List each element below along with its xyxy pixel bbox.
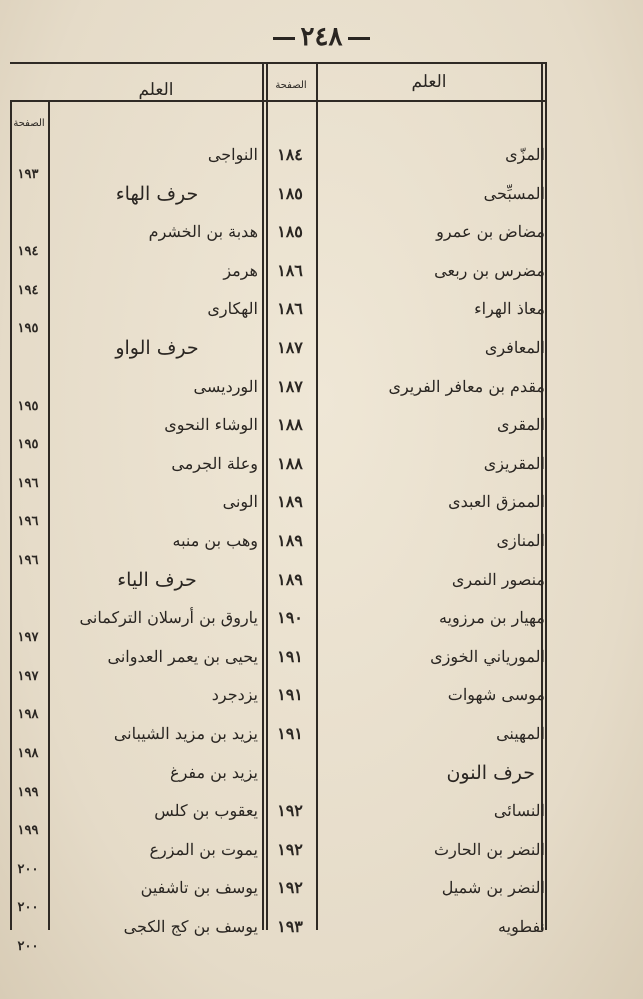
- entry-page: ١٩٥: [17, 321, 39, 337]
- entry-name: الهكارى: [207, 299, 258, 319]
- entry-page: ١٩٢: [277, 801, 303, 821]
- entry-name: المزّى: [505, 145, 545, 164]
- entry-page: ١٨٩: [277, 569, 303, 589]
- right-page-header: الصفحة: [275, 80, 307, 91]
- entry-page: ١٩٢: [277, 878, 303, 898]
- dash-left: [273, 37, 295, 40]
- entry-name: يزيد بن مفرغ: [170, 762, 258, 782]
- page-number: [0, 22, 643, 52]
- entry-name: يزدجرد: [211, 685, 258, 705]
- entry-name: منصور النمرى: [451, 569, 545, 589]
- entry-page: ١٩٥: [17, 437, 39, 453]
- entry-page: ١٩٧: [17, 668, 39, 684]
- entry-name: المعافرى: [484, 338, 545, 357]
- entry-name: المورياني الخوزى: [430, 646, 545, 666]
- entry-name: مضاض بن عمرو: [436, 222, 545, 242]
- entry-page: ٢٠٠: [17, 900, 39, 916]
- entry-name: معاذ الهراء: [474, 299, 545, 319]
- entry-name: موسى شهوات: [447, 685, 545, 705]
- entry-page: ١٩٧: [17, 630, 39, 646]
- entry-name: يزيد بن مزيد الشيبانى: [113, 724, 258, 743]
- outer-right-line-2: [545, 62, 547, 930]
- right-name-header: العلم: [411, 72, 447, 92]
- entry-page: ١٩٦: [17, 514, 39, 530]
- entry-name: المسبِّحى: [483, 183, 545, 203]
- entry-page: ١٩٤: [17, 244, 39, 260]
- entry-page: ١٩١: [277, 685, 303, 705]
- entry-page: ٢٠٠: [17, 939, 39, 954]
- section-heading: حرف الهاء: [115, 182, 199, 205]
- entry-name: هدبة بن الخشرم: [148, 222, 258, 242]
- section-heading: حرف الياء: [117, 568, 197, 591]
- entry-name: النضر بن الحارث: [434, 839, 545, 859]
- entry-page: ١٩٦: [17, 553, 39, 568]
- entry-page: ١٨٥: [277, 222, 303, 242]
- section-heading: حرف الواو: [115, 337, 199, 359]
- entry-name: الورديسى: [193, 376, 258, 396]
- entry-name: يوسف بن تاشفين: [140, 878, 258, 898]
- entry-name: مقدم بن معافر الفريرى: [388, 376, 545, 396]
- entry-page: ١٨٤: [277, 145, 303, 164]
- entry-page: ١٩٤: [17, 282, 39, 298]
- entry-name: الوشاء النحوى: [164, 415, 258, 435]
- entry-name: المقرى: [496, 415, 545, 435]
- entry-name: هرمز: [223, 260, 258, 280]
- entry-page: ١٨٥: [277, 183, 303, 203]
- top-rule: [10, 62, 545, 64]
- entry-page: ١٩١: [277, 724, 303, 743]
- entry-name: يموت بن المزرع: [149, 839, 258, 859]
- entry-page: ١٩٨: [17, 746, 39, 761]
- entry-name: يحيى بن يعمر العدوانى: [107, 646, 258, 666]
- left-name-header: العلم: [138, 80, 174, 100]
- entry-page: ١٩٩: [17, 784, 39, 800]
- entry-name: وعلة الجرمى: [171, 453, 258, 473]
- header-rule: [10, 100, 545, 102]
- entry-page: ١٨٨: [277, 453, 303, 473]
- entry-page: ١٩٣: [17, 167, 39, 182]
- entry-page: ١٩٩: [17, 823, 39, 839]
- entry-name: النسائى: [493, 801, 545, 821]
- entry-page: ١٨٧: [277, 338, 303, 357]
- entry-page: ١٨٧: [277, 376, 303, 396]
- entry-page: ١٩٢: [277, 839, 303, 859]
- entry-name: يوسف بن كج الكجى: [123, 917, 258, 936]
- entry-page: ١٨٦: [277, 299, 303, 319]
- entry-name: الممزق العبدى: [448, 492, 545, 512]
- left-page-header: الصفحة: [13, 118, 45, 129]
- section-heading: حرف النون: [446, 761, 535, 784]
- entry-page: ١٩٨: [17, 707, 39, 723]
- entry-page: ١٨٩: [277, 492, 303, 512]
- entry-page: ١٩١: [277, 646, 303, 666]
- entry-name: مضرس بن ربعى: [434, 260, 545, 280]
- entry-name: النواجى: [207, 145, 258, 164]
- entry-page: ١٩٦: [17, 475, 39, 491]
- entry-name: مهيار بن مرزويه: [438, 608, 545, 628]
- entry-name: المقريزى: [483, 453, 545, 473]
- entry-page: ١٨٦: [277, 260, 303, 280]
- entry-page: ١٩٣: [277, 917, 303, 936]
- entry-name: نفطويه: [498, 917, 545, 936]
- entry-page: ١٩٠: [277, 608, 303, 628]
- dash-right: [348, 37, 370, 40]
- entry-page: ٢٠٠: [17, 861, 39, 877]
- entry-name: النضر بن شميل: [441, 878, 545, 898]
- entry-name: الونى: [222, 492, 258, 512]
- entry-page: ١٩٥: [17, 398, 39, 414]
- entry-page: ١٨٨: [277, 415, 303, 435]
- entry-page: ١٨٩: [277, 531, 303, 550]
- entry-name: المنازى: [496, 531, 545, 550]
- entry-name: المهينى: [496, 724, 545, 743]
- entry-name: ياروق بن أرسلان التركمانى: [79, 608, 258, 628]
- page-number-value: ٢٤٨: [300, 22, 343, 52]
- entry-name: يعقوب بن كلس: [154, 801, 258, 821]
- entry-name: وهب بن منبه: [172, 531, 258, 550]
